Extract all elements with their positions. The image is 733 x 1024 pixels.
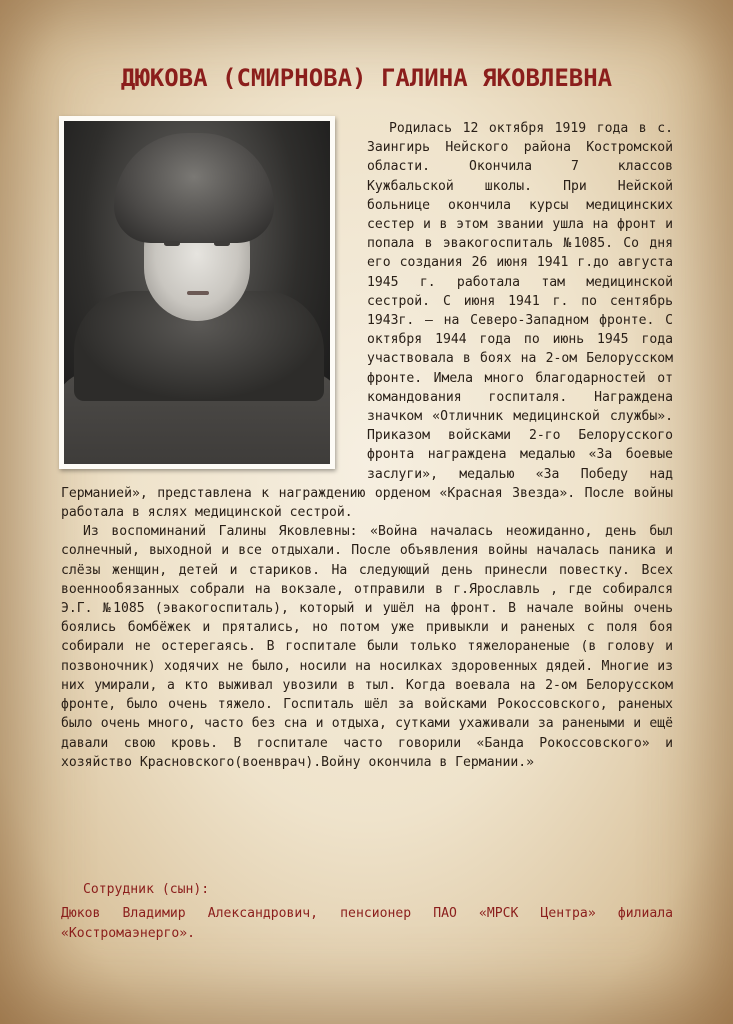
- memories-paragraph: Из воспоминаний Галины Яковлевны: «Война началась неожиданно, день был солнечный, выходной и все отдыхали. После объявления войны началась паника и слёзы женщин, детей и стариков. На следующий день принесли повестку. Всех военнообязанных собрали на вокзале, отправили в г.Ярославль , где собирался Э.Г. №1085 (эвакогоспиталь), который и ушёл на фронт. В начале войны очень боялись бомбёжек и прятались, но потом уже привыкли и раненых с поля боя собирали не остерегаясь. В госпитале были только тяжелораненые (в голову и позвоночник) ходячих не было, носили на носилках здоровенных дядей. Многие из них умирали, а кто выживал увозили в тыл. Когда воевала на 2-ом Белорусском фронте, было очень тяжело. Госпиталь шёл за войсками Рокоссовского, раненых было очень много, часто без сна и отдыха, сутками ухаживали за ранеными и ещё давали свою кровь. В госпитале часто говорили «Банда Рокоссовского» и хозяйство Красновского(военврач).Войну окончила в Германии.»: [61, 524, 673, 770]
- employee-text: Дюков Владимир Александрович, пенсионер ПАО «МРСК Центра» филиала «Костромаэнерго».: [61, 906, 673, 941]
- page-title: ДЮКОВА (СМИРНОВА) ГАЛИНА ЯКОВЛЕВНА: [120, 64, 613, 92]
- article-body: [61, 119, 673, 772]
- photo-spacer: [61, 119, 367, 469]
- biography-paragraph: Родилась 12 октября 1919 года в с. Заингирь Нейского района Костромской области. Окончила 7 классов Кужбальской школы. При Нейской больнице окончила курсы медицинских сестер и в этом звании ушла на фронт и попала в эвакогоспиталь №1085. Со дня его создания 26 июня 1941 г.до августа 1945 г. работала там медицинской сестрой. С июня 1941 г. по сентябрь 1943г. – на Северо-Западном фронте. С октября 1944 года по июнь 1945 года участвовала в боях на 2-ом Белорусском фронте. Имела много благодарностей от командования госпиталя. Награждена значком «Отличник медицинской службы». Приказом войсками 2-го Белорусского фронта награждена медалью «За боевые заслуги», медалью «За Победу над Германией», представлена к награждению орденом «Красная Звезда». После войны работала в яслях медицинской сестрой.: [61, 121, 673, 521]
- employee-label: Сотрудник (сын):: [83, 882, 210, 897]
